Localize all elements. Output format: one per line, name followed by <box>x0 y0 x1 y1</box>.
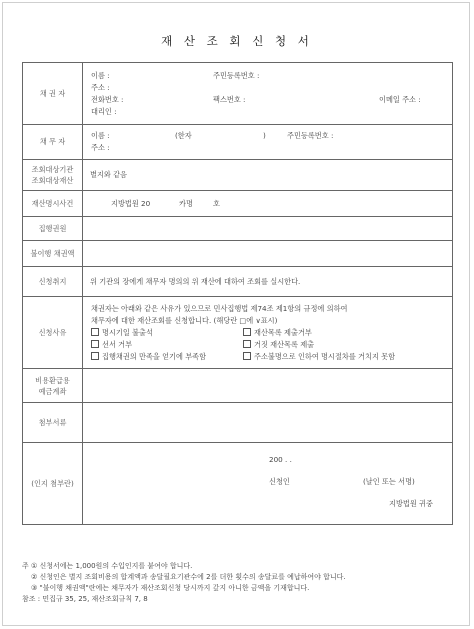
note-2: ② 신청인은 별지 조회비용의 합계액과 송달필요기관수에 2를 더한 횟수의 송달료를 예납하여야 합니다. <box>31 573 346 581</box>
court-addressee: 지방법원 귀중 <box>389 499 433 508</box>
checkbox-icon[interactable] <box>243 340 251 348</box>
date-year <box>269 455 292 464</box>
checkbox-icon[interactable] <box>243 352 251 360</box>
creditor-agent-label: 대리인 : <box>91 106 117 116</box>
target-label-institution: 조회대상기관 <box>31 165 74 174</box>
exec-title-label: 집행권원 <box>23 217 83 241</box>
case-label: 재산명시사건 <box>23 191 83 217</box>
debtor-rrn-label: 주민등록번호 : <box>287 131 334 140</box>
attach-field[interactable] <box>83 403 453 443</box>
unperformed-field[interactable] <box>83 241 453 267</box>
checkbox-icon[interactable] <box>91 352 99 360</box>
target-label-property: 조회대상재산 <box>31 176 74 185</box>
unperformed-row <box>23 241 453 267</box>
purpose-label: 신청취지 <box>23 267 83 297</box>
refund-label <box>23 369 83 403</box>
note-1: 주 ① 신청서에는 1,000원의 수입인지를 붙여야 합니다. <box>22 562 193 570</box>
target-value-text: 별지와 같음 <box>90 170 128 179</box>
refund-label-line2: 예금계좌 <box>38 386 67 396</box>
creditor-label: 채 권 자 <box>23 63 83 125</box>
debtor-hanja-open: (한자 <box>175 131 192 140</box>
date-dots: . . <box>285 455 292 464</box>
attach-row <box>23 403 453 443</box>
purpose-row <box>23 267 453 297</box>
reason-row <box>23 297 453 369</box>
note-3: ③ "불이행 채권액"란에는 채무자가 재산조회신청 당시까지 갚지 아니한 금액을 기재합니다. <box>31 584 310 592</box>
case-row <box>23 191 453 217</box>
applicant-label: 신청인 <box>269 477 290 486</box>
debtor-hanja-close: ) <box>263 131 266 140</box>
reason-option-4[interactable] <box>243 339 314 351</box>
target-value <box>83 160 453 191</box>
purpose-text: 위 기관의 장에게 채무자 명의의 위 재산에 대하여 조회를 실시한다. <box>90 276 301 286</box>
application-form-table <box>22 62 453 525</box>
checkbox-icon[interactable] <box>91 340 99 348</box>
debtor-row <box>23 125 453 160</box>
creditor-fields[interactable] <box>83 63 453 125</box>
debtor-name-label: 이름 : <box>91 131 110 140</box>
date-prefix: 200 <box>269 455 283 464</box>
unperformed-label: 불이행 채권액 <box>23 241 83 267</box>
target-row <box>23 160 453 191</box>
reason-content <box>83 297 453 369</box>
reason-line1: 채권자는 아래와 같은 사유가 있으므로 민사집행법 제74조 제1항의 규정에 의하여 <box>91 303 348 313</box>
document-title: 재 산 조 회 신 청 서 <box>161 34 313 48</box>
refund-label-line1: 비용환급용 <box>35 375 70 385</box>
creditor-email-label: 이메일 주소 : <box>379 94 421 104</box>
attach-label: 첨부서류 <box>23 403 83 443</box>
debtor-address-label: 주소 : <box>91 143 110 152</box>
case-ho: 호 <box>213 198 220 208</box>
creditor-name-label: 이름 : <box>91 70 110 80</box>
stamp-label: (인지 첨부란) <box>23 443 83 525</box>
reason-option-5[interactable] <box>91 351 206 363</box>
reason-option-3-label: 선서 거부 <box>102 339 133 349</box>
checkbox-icon[interactable] <box>243 328 251 336</box>
creditor-rrn-label: 주민등록번호 : <box>213 70 260 80</box>
reason-option-1-label: 명시기일 불출석 <box>102 327 153 337</box>
case-ka: 카명 <box>179 198 193 208</box>
debtor-label: 채 무 자 <box>23 125 83 160</box>
purpose-value <box>83 267 453 297</box>
reason-option-2[interactable] <box>243 327 312 339</box>
notes-section <box>22 561 346 605</box>
checkbox-icon[interactable] <box>91 328 99 336</box>
reason-option-3[interactable] <box>91 339 132 351</box>
reason-label: 신청사유 <box>23 297 83 369</box>
reason-option-5-label: 집행채권의 만족을 얻기에 부족함 <box>102 351 207 361</box>
case-court: 지방법원 20 <box>111 198 151 208</box>
reason-option-1[interactable] <box>91 327 153 339</box>
exec-title-row <box>23 217 453 241</box>
reason-option-2-label: 재산목록 제출거부 <box>254 327 312 337</box>
stamp-row <box>23 443 453 525</box>
creditor-fax-label: 팩스번호 : <box>213 94 246 104</box>
target-label <box>23 160 83 191</box>
reason-option-6[interactable] <box>243 351 395 363</box>
reason-line2: 채무자에 대한 재산조회를 신청합니다. (해당란 □에 ∨표시) <box>91 315 278 325</box>
seal-label: (날인 또는 서명) <box>363 477 415 486</box>
refund-field[interactable] <box>83 369 453 403</box>
signature-area <box>83 443 453 525</box>
case-fields[interactable] <box>83 191 453 217</box>
debtor-fields[interactable] <box>83 125 453 160</box>
creditor-row <box>23 63 453 125</box>
creditor-phone-label: 전화번호 : <box>91 94 124 104</box>
reason-option-6-label: 주소불명으로 인하여 명시절차를 거치지 못함 <box>254 351 396 361</box>
note-reference: 참조 : 민집규 35, 25, 재산조회규칙 7, 8 <box>22 595 148 603</box>
reason-option-4-label: 거짓 재산목록 제출 <box>254 339 315 349</box>
creditor-address-label: 주소 : <box>91 82 110 92</box>
refund-row <box>23 369 453 403</box>
exec-title-field[interactable] <box>83 217 453 241</box>
